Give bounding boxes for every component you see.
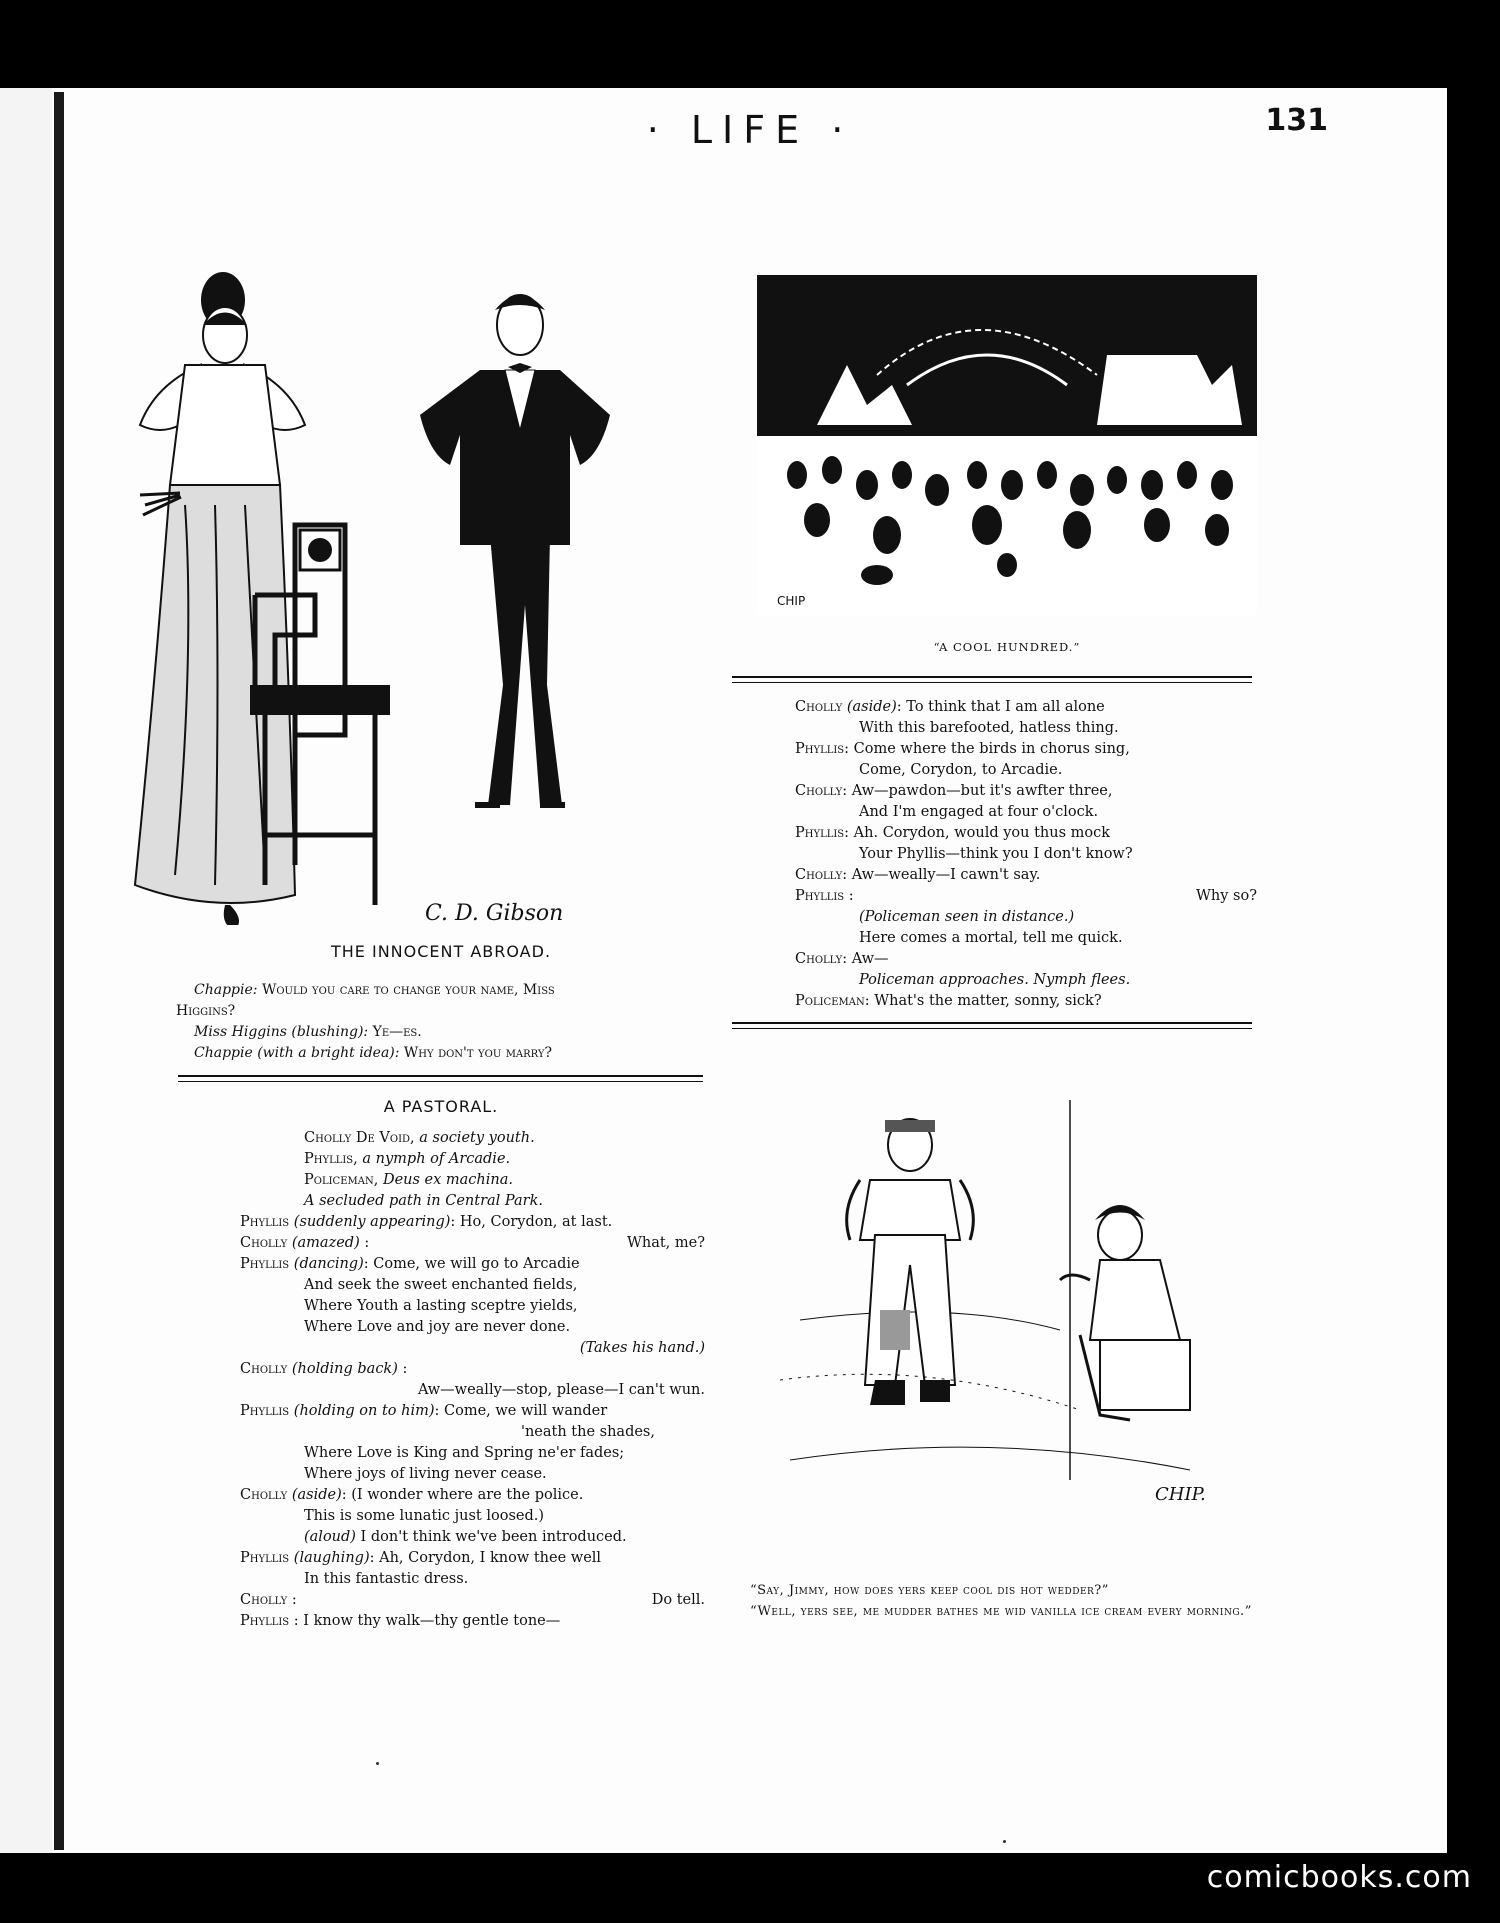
line-text: : To think that I am all alone — [896, 699, 1105, 715]
speaker: Phyllis — [240, 1214, 290, 1230]
speaker: Cholly — [240, 1235, 288, 1251]
speaker: Phyllis — [240, 1613, 290, 1629]
line-text: : Aw—pawdon—but it's awfter three, — [842, 783, 1113, 799]
speaker: Cholly — [795, 951, 843, 967]
verse-line: And seek the sweet enchanted fields, — [304, 1277, 578, 1293]
line-text: : (I wonder where are the police. — [341, 1487, 584, 1503]
innocent-abroad-illustration — [125, 265, 715, 925]
verse-line: And I'm engaged at four o'clock. — [859, 804, 1099, 820]
stage-direction: (amazed) — [291, 1235, 360, 1251]
line-text: : Ho, Corydon, at last. — [450, 1214, 613, 1230]
speaker: Phyllis — [240, 1403, 290, 1419]
verse-line: Where Love and joy are never done. — [304, 1319, 571, 1335]
line-text: : Ah. Corydon, would you thus mock — [844, 825, 1111, 841]
verse-line: Where Love is King and Spring ne'er fades; — [304, 1445, 625, 1461]
verse-line: Your Phyllis—think you I don't know? — [859, 846, 1133, 862]
jimmy-illustration — [760, 1080, 1260, 1530]
line-text: Why don't you marry? — [403, 1045, 553, 1061]
masthead-title: · LIFE · — [646, 108, 854, 152]
speaker: Chappie — [194, 1045, 253, 1061]
stage-direction: (suddenly appearing) — [293, 1214, 451, 1230]
chip-signature-bottom: CHIP. — [1155, 1484, 1206, 1505]
line-text: Why so? — [1196, 888, 1257, 904]
left-page-edge — [0, 88, 52, 1853]
line-text: What, me? — [626, 1235, 705, 1251]
cast-desc: a society youth. — [419, 1130, 535, 1146]
page-number: 131 — [1265, 103, 1328, 138]
speaker: Phyllis — [795, 888, 845, 904]
speaker: Phyllis — [795, 825, 845, 841]
stage-direction: (aside) — [846, 699, 897, 715]
speaker: Cholly — [240, 1487, 288, 1503]
speaker: Cholly — [795, 699, 843, 715]
pastoral-title: A PASTORAL. — [383, 1097, 499, 1116]
verse-line: Where joys of living never cease. — [304, 1466, 547, 1482]
line-text: Aw—weally—stop, please—I can't wun. — [417, 1382, 705, 1398]
divider-right-top — [732, 676, 1252, 683]
line-text: : Ah, Corydon, I know thee well — [369, 1550, 602, 1566]
cast-name: Cholly De Void, — [304, 1130, 415, 1146]
line-text: : Aw—weally—I cawn't say. — [842, 867, 1041, 883]
caption-line: “Say, Jimmy, how does yers keep cool dis hot wedder?” — [750, 1583, 1109, 1598]
line-text: I don't think we've been introduced. — [355, 1529, 627, 1545]
stage-direction: (holding on to him) — [293, 1403, 435, 1419]
cool-hundred-caption: “A COOL HUNDRED.” — [933, 640, 1081, 654]
verse-line: With this barefooted, hatless thing. — [859, 720, 1119, 736]
speaker: Phyllis — [240, 1256, 290, 1272]
line-text: : Come where the birds in chorus sing, — [844, 741, 1130, 757]
divider-right-bottom — [732, 1022, 1252, 1029]
binding-shadow — [54, 92, 64, 1850]
line-text: Higgins? — [176, 1003, 236, 1019]
verse-line: Where Youth a lasting sceptre yields, — [304, 1298, 578, 1314]
watermark: comicbooks.com — [1206, 1860, 1472, 1895]
line-text: : — [291, 1592, 297, 1608]
cast-name: Phyllis, — [304, 1151, 358, 1167]
speaker: Cholly — [795, 867, 843, 883]
speaker: Chappie: — [194, 982, 258, 998]
verse-line: Come, Corydon, to Arcadie. — [859, 762, 1063, 778]
speaker: Cholly — [240, 1361, 288, 1377]
line-text: : — [402, 1361, 408, 1377]
line-text: : Aw— — [842, 951, 889, 967]
speaker: Miss Higgins — [194, 1024, 287, 1040]
cast-desc: Deus ex machina. — [382, 1172, 513, 1188]
page-speck — [1003, 1840, 1006, 1843]
innocent-abroad-dialog — [176, 980, 706, 1064]
cast-desc: a nymph of Arcadie. — [362, 1151, 511, 1167]
setting: A secluded path in Central Park. — [304, 1193, 543, 1209]
speaker: Phyllis — [240, 1550, 290, 1566]
line-text: Ye—es. — [372, 1024, 422, 1040]
verse-line: In this fantastic dress. — [304, 1571, 469, 1587]
line-text: 'neath the shades, — [520, 1424, 655, 1440]
line-text: : What's the matter, sonny, sick? — [864, 993, 1102, 1009]
stage-direction: (blushing): — [291, 1024, 369, 1040]
line-text: : — [848, 888, 854, 904]
gibson-signature: C. D. Gibson — [425, 901, 564, 925]
stage-direction: Policeman approaches. Nymph flees. — [859, 972, 1131, 988]
stage-direction: (holding back) — [291, 1361, 398, 1377]
divider-left — [178, 1075, 703, 1082]
speaker: Policeman — [795, 993, 865, 1009]
stage-direction: (aloud) — [304, 1529, 356, 1545]
stage-direction: (laughing) — [293, 1550, 370, 1566]
line-text: : — [364, 1235, 370, 1251]
jimmy-caption — [735, 1580, 1260, 1622]
stage-direction: (dancing) — [293, 1256, 364, 1272]
cool-hundred-illustration — [757, 275, 1257, 615]
speaker: Phyllis — [795, 741, 845, 757]
pastoral-continued-dialog — [795, 697, 1257, 1012]
chip-signature-top: CHIP — [777, 594, 806, 608]
line-text: Would you care to change your name, Miss — [261, 982, 555, 998]
page-speck — [376, 1762, 379, 1765]
stage-direction: (aside) — [291, 1487, 342, 1503]
verse-line: This is some lunatic just loosed.) — [304, 1508, 545, 1524]
line-text: : Come, we will wander — [434, 1403, 608, 1419]
speaker: Cholly — [795, 783, 843, 799]
stage-direction: (Policeman seen in distance.) — [859, 909, 1075, 925]
speaker: Cholly — [240, 1592, 288, 1608]
stage-direction: (Takes his hand.) — [579, 1340, 705, 1356]
line-text: : I know thy walk—thy gentle tone— — [293, 1613, 561, 1629]
stage-direction: (with a bright idea): — [257, 1045, 400, 1061]
cast-name: Policeman, — [304, 1172, 379, 1188]
pastoral-dialog — [240, 1128, 705, 1632]
line-text: Do tell. — [651, 1592, 705, 1608]
innocent-abroad-title: THE INNOCENT ABROAD. — [330, 942, 552, 961]
line-text: : Come, we will go to Arcadie — [363, 1256, 580, 1272]
caption-line: “Well, yers see, me mudder bathes me wid vanilla ice cream every morning.” — [750, 1604, 1252, 1619]
verse-line: Here comes a mortal, tell me quick. — [859, 930, 1123, 946]
